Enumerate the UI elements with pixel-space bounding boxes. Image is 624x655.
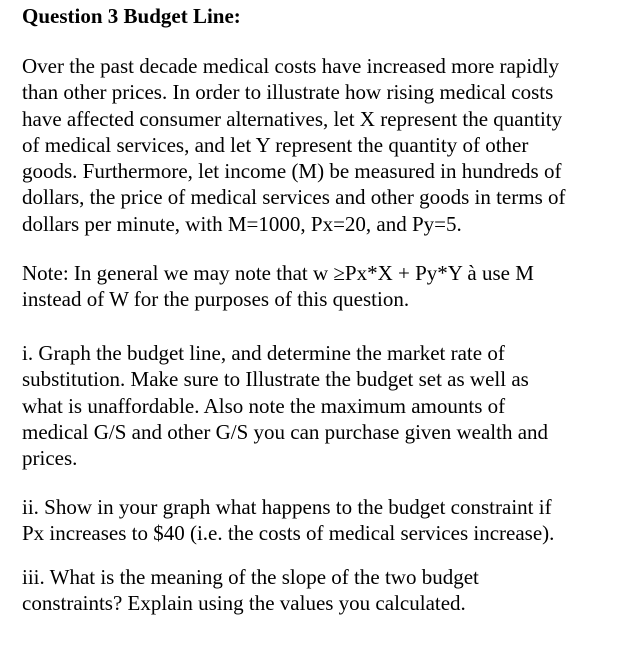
text-line: i. Graph the budget line, and determine the market rate of <box>22 341 505 365</box>
text-line: dollars per minute, with M=1000, Px=20, and Py=5. <box>22 211 462 236</box>
text-line: have affected consumer alternatives, let X represent the quantity <box>22 106 563 131</box>
part-ii-paragraph <box>22 494 624 547</box>
text-line: goods. Furthermore, let income (M) be measured in hundreds of <box>22 159 562 184</box>
text-line: Note: In general we may note that w ≥Px*X + Py*Y à use M <box>22 261 534 285</box>
text-line: Over the past decade medical costs have increased more rapidly <box>22 54 560 78</box>
text-line: iii. What is the meaning of the slope of the two budget <box>22 565 479 589</box>
text-line: substitution. Make sure to Illustrate the budget set as well as <box>22 367 529 392</box>
text-line: constraints? Explain using the values you calculated. <box>22 591 466 616</box>
text-line: dollars, the price of medical services and other goods in terms of <box>22 185 566 210</box>
part-i-paragraph <box>22 340 624 471</box>
text-line: Px increases to $40 (i.e. the costs of medical services increase). <box>22 521 555 546</box>
part-iii-paragraph <box>22 564 624 617</box>
text-line: what is unaffordable. Also note the maximum amounts of <box>22 393 506 418</box>
note-paragraph <box>22 260 624 313</box>
text-line: ii. Show in your graph what happens to the budget constraint if <box>22 495 552 519</box>
question-title: Question 3 Budget Line: <box>22 4 241 28</box>
text-line: of medical services, and let Y represent the quantity of other <box>22 132 529 157</box>
intro-paragraph <box>22 53 624 237</box>
text-line: medical G/S and other G/S you can purchase given wealth and <box>22 419 549 444</box>
text-line: prices. <box>22 446 78 471</box>
text-line: than other prices. In order to illustrate how rising medical costs <box>22 80 554 105</box>
text-line: instead of W for the purposes of this question. <box>22 287 410 312</box>
